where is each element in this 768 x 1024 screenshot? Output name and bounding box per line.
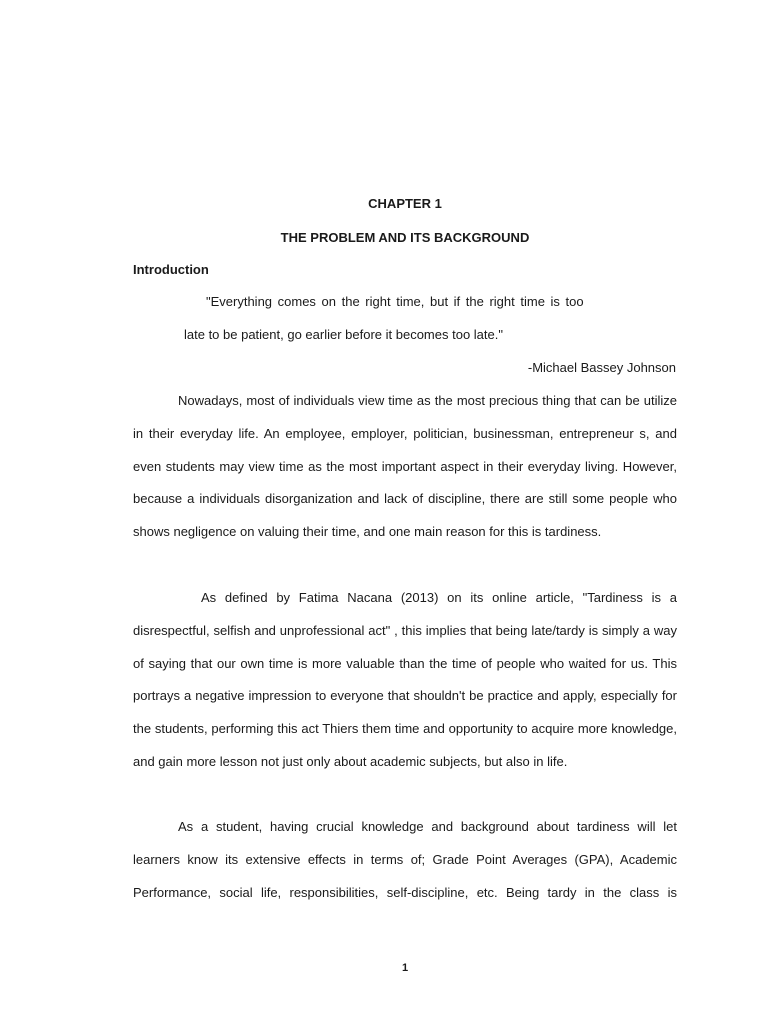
quote-line-2: late to be patient, go earlier before it becomes too late." — [184, 327, 503, 342]
chapter-label: CHAPTER 1 — [368, 196, 442, 211]
quote-attribution: -Michael Bassey Johnson — [527, 360, 676, 375]
section-heading: Introduction — [133, 262, 209, 277]
paragraph-2: As defined by Fatima Nacana (2013) on its online article, "Tardiness is a disrespectful, selfish and unprofessional act" , this implies that being late/tardy is simply a way of saying that our own time is more valuable than the time of people who waited for us. This portrays a negative impression to everyone that shouldn't be practice and apply, especially for the students, performing this act Thiers them time and opportunity to acquire more knowledge, and gain more lesson not just only about academic subjects, but also in life. — [133, 590, 677, 769]
page-number: 1 — [401, 962, 409, 974]
paragraph-3: As a student, having crucial knowledge and background about tardiness will let learners know its extensive effects in terms of; Grade Point Averages (GPA), Academic Performance, social life, responsibilities, self-discipline, etc. Being tardy in the class is — [133, 819, 677, 900]
quote-line-1: "Everything comes on the right time, but if the right time is too — [206, 294, 584, 309]
paragraph-1: Nowadays, most of individuals view time as the most precious thing that can be utilize in their everyday life. An employee, employer, politician, businessman, entrepreneur s, and even students may view time as the most important aspect in their everyday living. However, because a individuals disorganization and lack of discipline, there are still some people who shows negligence on valuing their time, and one main reason for this is tardiness. — [133, 393, 677, 540]
chapter-title: THE PROBLEM AND ITS BACKGROUND — [280, 230, 530, 245]
